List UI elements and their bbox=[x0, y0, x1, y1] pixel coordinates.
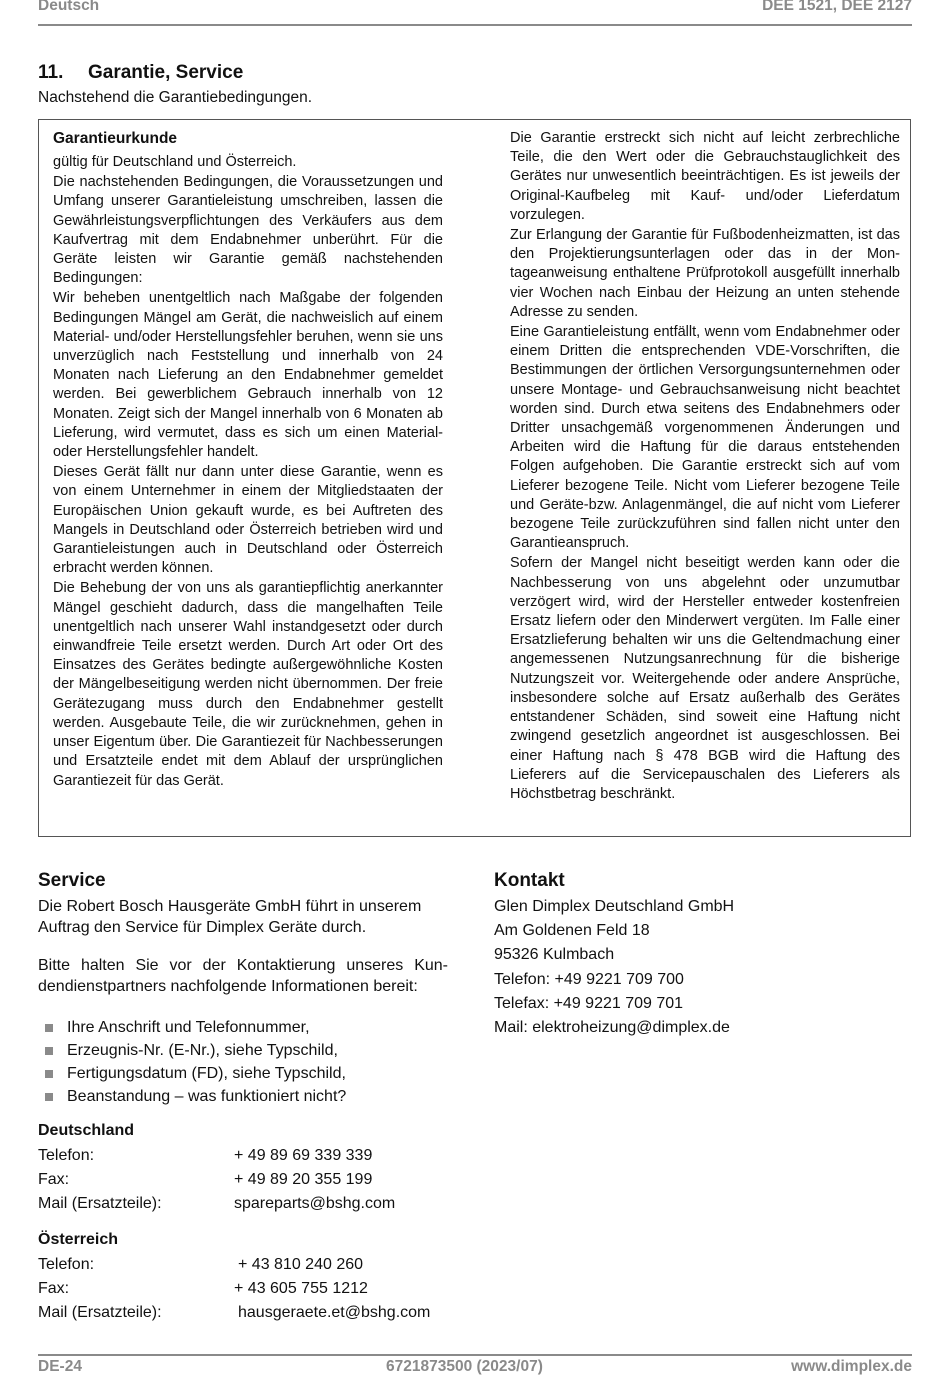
warranty-paragraph: Die Garantie erstreckt sich nicht auf leicht zerbrechliche Teile, die den Wert oder die Gebrauchstauglichkeit des Gerätes nur unwesentlich beeinträchtigen. Es ist jeweils der Original-Kaufbeleg mit Kauf- und/oder Lieferdatum vorzulegen. bbox=[510, 130, 900, 223]
warranty-paragraph: Zur Erlangung der Garantie für Fußbodenheizmatten, ist das den Projektierungsunterlagen oder das in der Montageanweisung enthaltene Prüfprotokoll ausgefüllt innerhalb vier Wochen nach Einbau der Heizung an unten stehende Adresse zu senden. bbox=[510, 227, 900, 320]
contact-row-mail-de: Mail (Ersatzteile): spareparts@bshg.com bbox=[38, 1192, 468, 1216]
fax-number: + 43 605 755 1212 bbox=[234, 1280, 368, 1297]
kontakt-mail: Mail: elektroheizung@dimplex.de bbox=[494, 1019, 730, 1036]
page-header bbox=[38, 0, 912, 26]
bullet-square-icon bbox=[45, 1070, 53, 1078]
mail-address: hausgeraete.et@bshg.com bbox=[238, 1304, 431, 1321]
kontakt-company: Glen Dimplex Deutschland GmbH bbox=[494, 898, 735, 915]
warranty-paragraph: Wir beheben unentgeltlich nach Maßgabe der folgenden Bedingungen Mängel am Gerät, die nachweislich auf einem Material- und/oder Herstellungsfehler beruhen, wenn sie uns unverzüglich nach Feststellung und innerhalb von 24 Monaten nach Lieferung an den Endabnehmer gemeldet werden. Bei gewerblichem Gebrauch innerhalb von 12 Monaten. Zeigt sich der Mangel innerhalb von 6 Monaten ab Lieferung, wird vermutet, dass es sich um einen Material- oder Herstellungsfehler handelt. bbox=[53, 290, 443, 461]
contact-row-phone-de: Telefon: + 49 89 69 339 339 bbox=[38, 1144, 468, 1168]
list-item: Ihre Anschrift und Telefonnummer, bbox=[38, 1017, 346, 1040]
mail-address: spareparts@bshg.com bbox=[234, 1195, 396, 1212]
phone-number: + 49 89 69 339 339 bbox=[234, 1147, 373, 1164]
list-item: Fertigungsdatum (FD), siehe Typschild, bbox=[38, 1063, 346, 1086]
warranty-left-column bbox=[53, 129, 443, 792]
header-model: DEE 1521, DEE 2127 bbox=[762, 0, 912, 14]
service-intro: Die Robert Bosch Hausgeräte GmbH führt in unserem Auftrag den Service für Dimplex Geräte durch. bbox=[38, 898, 422, 936]
warranty-paragraph: Dieses Gerät fällt nur dann unter diese Garantie, wenn es von einem Unternehmer in einem der Mitgliedstaaten der Europäischen Union gekauft wurde, es bei Auftreten des Mangels in Deutschland oder Österreich betrieben wird und Garantieleistungen auch in Deutschland oder Österreich erbracht werden können. bbox=[53, 464, 443, 577]
warranty-paragraph: Die Behebung der von uns als garantiepflichtig anerkannter Mängel geschieht dadurch, dass die mangelhaften Teile unentgeltlich nach unserer Wahl instandgesetzt oder durch einwandfreie Teile ersetzt werden. Durch Art oder Ort des Einsatzes des Gerätes bedingte außergewöhnliche Kosten der Mängelbeseitigung werden nicht übernommen. Der freie Gerätezugang muss durch den Endabnehmer gestellt werden. Ausgebaute Teile, die wir zurücknehmen, gehen in unser Eigentum über. Die Garantiezeit für Nachbesserungen und Ersatzteile endet mit dem Ablauf der ursprünglichen Garantiezeit für das Gerät. bbox=[53, 580, 443, 789]
kontakt-fax: Telefax: +49 9221 709 701 bbox=[494, 995, 684, 1012]
country-heading-de: Deutschland bbox=[38, 1122, 135, 1139]
warranty-paragraph: Die nachstehenden Bedingungen, die Voraussetzungen und Umfang unserer Garantieleistung umschreiben, lassen die Gewährleistungsverpflichtungen des Verkäufers aus dem Kaufvertrag mit dem Endabnehmer unberührt. Für die Geräte leisten wir Garantie gemäß nachstehenden Bedingungen: bbox=[53, 174, 443, 287]
bullet-square-icon bbox=[45, 1047, 53, 1055]
contact-row-mail-at: Mail (Ersatzteile): hausgeraete.et@bshg.com bbox=[38, 1301, 468, 1325]
page-footer bbox=[38, 1354, 912, 1380]
section-intro: Nachstehend die Garantiebedingungen. bbox=[38, 89, 313, 106]
bullet-square-icon bbox=[45, 1093, 53, 1101]
header-language: Deutsch bbox=[38, 0, 100, 14]
section-number: 11. bbox=[38, 62, 64, 83]
section-title-text: Garantie, Service bbox=[88, 62, 244, 83]
service-info-list bbox=[38, 1017, 346, 1109]
list-item: Erzeugnis-Nr. (E-Nr.), siehe Typschild, bbox=[38, 1040, 346, 1063]
footer-website-link[interactable]: www.dimplex.de bbox=[791, 1358, 912, 1375]
list-item: Beanstandung – was funktioniert nicht? bbox=[38, 1086, 346, 1109]
kontakt-phone: Telefon: +49 9221 709 700 bbox=[494, 971, 684, 988]
warranty-certificate-box bbox=[38, 119, 911, 837]
section-title bbox=[38, 62, 243, 84]
service-info-request: Bitte halten Sie vor der Kontaktierung unseres Kundendienstpartners nachfolgende Informationen bereit: bbox=[38, 957, 448, 995]
warranty-paragraph: Eine Garantieleistung entfällt, wenn vom Endabnehmer oder einem Dritten die entsprechenden VDE-Vorschriften, die Bestimmungen der örtlichen Versorgungsunternehmen oder unsere Montage- und Gebrauchsanweisung nicht beachtet worden sind. Durch etwa seitens des Endabnehmers oder Dritter unsachgemäß vorgenommenen Änderungen und Arbeiten wird die Haftung für die daraus entstehenden Folgen aufgehoben. Die Garantie erstreckt sich auf vom Lieferer bezogene Teile. Nicht vom Lieferer bezogene Teile und Geräte-bzw. Anlagenmängel, die auf nicht vom Lieferer bezogene Teile zurückzuführen sind fallen nicht unter den Garantieanspruch. bbox=[510, 324, 900, 552]
footer-page-number: DE-24 bbox=[38, 1358, 82, 1375]
fax-number: + 49 89 20 355 199 bbox=[234, 1171, 373, 1188]
service-title: Service bbox=[38, 870, 106, 891]
bullet-square-icon bbox=[45, 1024, 53, 1032]
warranty-paragraph: Sofern der Mangel nicht beseitigt werden kann oder die Nachbesserung von uns abgelehnt oder unzumutbar verzögert wird, wird der Hersteller entweder kostenfreien Ersatz liefern oder den Minderwert vergüten. Im Falle einer Ersatzlieferung behalten wir uns die Geltendmachung einer angemessenen Nutzungsanrechnung für die bisherige Nutzungszeit vor. Weitergehende oder andere Ansprüche, insbesondere solche auf Ersatz außerhalb des Gerätes entstandener Schäden, sind soweit eine Haftung nicht zwingend gesetzlich angeordnet ist ausgeschlossen. Bei einer Haftung nach § 478 BGB wird die Haftung des Lieferers auf die Servicepauschalen des Lieferers als Höchstbetrag beschränkt. bbox=[510, 555, 900, 802]
country-heading-at: Österreich bbox=[38, 1231, 119, 1248]
contact-row-fax-at: Fax: + 43 605 755 1212 bbox=[38, 1277, 468, 1301]
phone-number: + 43 810 240 260 bbox=[238, 1256, 364, 1273]
warranty-title: Garantieurkunde bbox=[53, 130, 178, 147]
contact-row-fax-de: Fax: + 49 89 20 355 199 bbox=[38, 1168, 468, 1192]
kontakt-city: 95326 Kulmbach bbox=[494, 946, 615, 963]
kontakt-title: Kontakt bbox=[494, 870, 565, 891]
footer-doc-number: 6721873500 (2023/07) bbox=[386, 1358, 543, 1375]
kontakt-street: Am Goldenen Feld 18 bbox=[494, 922, 650, 939]
contact-row-phone-at: Telefon: + 43 810 240 260 bbox=[38, 1253, 468, 1277]
warranty-right-column bbox=[510, 129, 900, 805]
warranty-paragraph: gültig für Deutschland und Österreich. bbox=[53, 154, 297, 170]
